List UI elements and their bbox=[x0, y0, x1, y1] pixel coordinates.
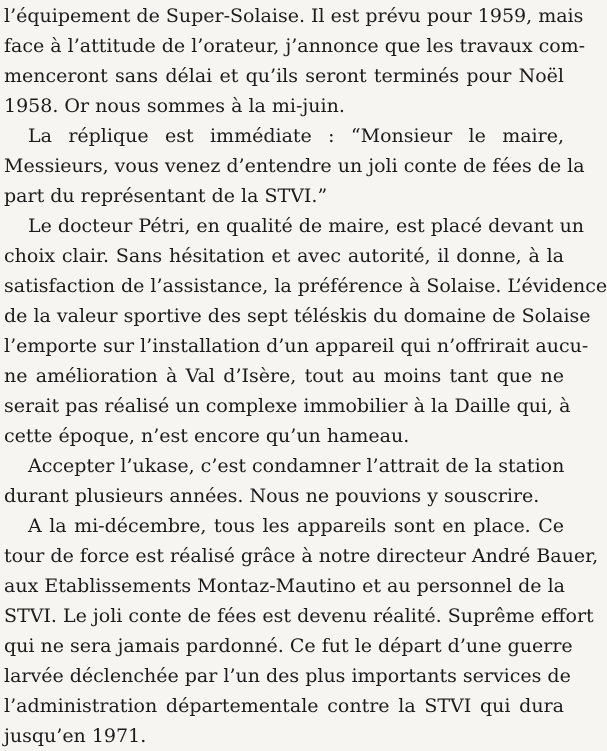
text-line-21: STVI. Le joli conte de fées est devenu réalité. Suprême effort bbox=[4, 605, 594, 627]
text-line-3: menceront sans délai et qu’ils seront terminés pour Noël bbox=[4, 65, 564, 87]
text-line-8: Le docteur Pétri, en qualité de maire, est placé devant un bbox=[28, 215, 585, 237]
text-line-14: serait pas réalisé un complexe immobilier à la Daille qui, à bbox=[4, 395, 571, 417]
text-line-5: La réplique est immédiate : “Monsieur le maire, bbox=[28, 125, 564, 147]
text-line-6: Messieurs, vous venez d’entendre un joli conte de fées de la bbox=[4, 155, 585, 177]
text-line-23: larvée déclenchée par l’un des plus importants services de bbox=[4, 665, 571, 687]
text-line-24: l’administration départementale contre la STVI qui dura bbox=[4, 695, 564, 717]
text-line-13: ne amélioration à Val d’Isère, tout au moins tant que ne bbox=[4, 365, 564, 387]
text-line-1: l’équipement de Super-Solaise. Il est prévu pour 1959, mais bbox=[4, 5, 584, 27]
text-line-2: face à l’attitude de l’orateur, j’annonce que les travaux com- bbox=[4, 35, 586, 57]
text-line-17: durant plusieurs années. Nous ne pouvions y souscrire. bbox=[4, 485, 540, 507]
text-line-10: satisfaction de l’assistance, la préférence à Solaise. L’évidence bbox=[4, 275, 607, 297]
text-line-9: choix clair. Sans hésitation et avec autorité, il donne, à la bbox=[4, 245, 564, 267]
text-line-20: aux Etablissements Montaz-Mautino et au personnel de la bbox=[4, 575, 565, 597]
text-line-7: part du représentant de la STVI.” bbox=[4, 185, 328, 207]
text-line-15: cette époque, n’est encore qu’un hameau. bbox=[4, 425, 410, 447]
text-line-11: de la valeur sportive des sept téléskis du domaine de Solaise bbox=[4, 305, 591, 327]
text-line-25: jusqu’en 1971. bbox=[4, 725, 147, 747]
text-line-18: A la mi-décembre, tous les appareils sont en place. Ce bbox=[28, 515, 564, 537]
text-line-16: Accepter l’ukase, c’est condamner l’attrait de la station bbox=[28, 455, 565, 477]
text-line-4: 1958. Or nous sommes à la mi-juin. bbox=[4, 95, 345, 117]
text-line-22: qui ne sera jamais pardonné. Ce fut le départ d’une guerre bbox=[4, 635, 573, 657]
text-line-19: tour de force est réalisé grâce à notre directeur André Bauer, bbox=[4, 545, 599, 567]
text-line-12: l’emporte sur l’installation d’un appareil qui n’offrirait aucu- bbox=[4, 335, 589, 357]
